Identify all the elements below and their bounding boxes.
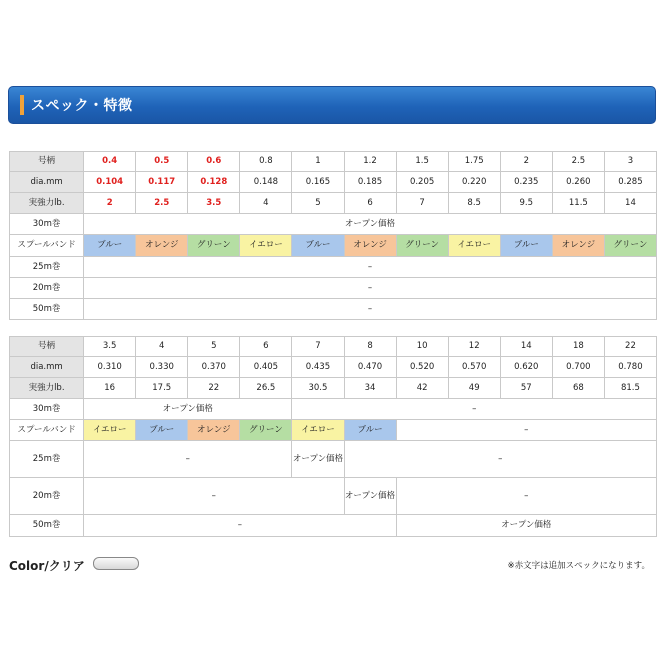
table-row <box>10 420 657 441</box>
price-cell: オープン価格 <box>344 478 396 515</box>
dia-cell: 0.570 <box>448 357 500 378</box>
dia-cell: 0.405 <box>240 357 292 378</box>
row-label: dia.mm <box>10 172 84 193</box>
table-row <box>10 357 657 378</box>
dash-cell: – <box>344 441 657 478</box>
strength-cell: 34 <box>344 378 396 399</box>
section-title: スペック・特徴 <box>31 98 133 114</box>
size-cell: 4 <box>136 337 188 357</box>
strength-cell: 9.5 <box>500 193 552 214</box>
row-label: 30m巻 <box>10 214 84 235</box>
row-label: 20m巻 <box>10 278 84 299</box>
table-row <box>10 337 657 357</box>
size-cell: 8 <box>344 337 396 357</box>
dia-cell: 0.185 <box>344 172 396 193</box>
row-label: 25m巻 <box>10 257 84 278</box>
price-cell: オープン価格 <box>396 515 656 537</box>
strength-cell: 22 <box>188 378 240 399</box>
price-cell: オープン価格 <box>292 441 344 478</box>
header-accent-bar <box>20 95 24 115</box>
band-cell: イエロー <box>292 420 344 441</box>
size-cell: 3.5 <box>84 337 136 357</box>
table-row <box>10 257 657 278</box>
row-label: スプールバンド <box>10 235 84 257</box>
strength-cell: 30.5 <box>292 378 344 399</box>
strength-cell: 26.5 <box>240 378 292 399</box>
dia-cell: 0.128 <box>188 172 240 193</box>
row-label: 30m巻 <box>10 399 84 420</box>
size-cell: 0.8 <box>240 152 292 172</box>
table-row <box>10 152 657 172</box>
size-cell: 22 <box>604 337 656 357</box>
strength-cell: 3.5 <box>188 193 240 214</box>
band-cell: ブルー <box>136 420 188 441</box>
table-row <box>10 478 657 515</box>
dia-cell: 0.117 <box>136 172 188 193</box>
band-cell: グリーン <box>240 420 292 441</box>
table-row <box>10 399 657 420</box>
row-label: 実強力lb. <box>10 193 84 214</box>
dash-cell: – <box>84 478 344 515</box>
color-label: Color/クリア <box>9 559 85 573</box>
band-cell: オレンジ <box>188 420 240 441</box>
table-row <box>10 378 657 399</box>
strength-cell: 2.5 <box>136 193 188 214</box>
band-cell: ブルー <box>500 235 552 257</box>
row-label: 20m巻 <box>10 478 84 515</box>
band-cell: グリーン <box>604 235 656 257</box>
dash-cell: – <box>396 420 656 441</box>
strength-cell: 42 <box>396 378 448 399</box>
dia-cell: 0.470 <box>344 357 396 378</box>
size-cell: 7 <box>292 337 344 357</box>
table-row <box>10 278 657 299</box>
row-label: 号柄 <box>10 152 84 172</box>
size-cell: 5 <box>188 337 240 357</box>
dia-cell: 0.520 <box>396 357 448 378</box>
dia-cell: 0.370 <box>188 357 240 378</box>
strength-cell: 5 <box>292 193 344 214</box>
size-cell: 18 <box>552 337 604 357</box>
strength-cell: 8.5 <box>448 193 500 214</box>
dia-cell: 0.165 <box>292 172 344 193</box>
dia-cell: 0.148 <box>240 172 292 193</box>
table-row <box>10 172 657 193</box>
size-cell: 1 <box>292 152 344 172</box>
size-cell: 6 <box>240 337 292 357</box>
dia-cell: 0.700 <box>552 357 604 378</box>
table-row <box>10 235 657 257</box>
band-cell: ブルー <box>84 235 136 257</box>
strength-cell: 68 <box>552 378 604 399</box>
dia-cell: 0.205 <box>396 172 448 193</box>
band-cell: オレンジ <box>136 235 188 257</box>
row-label: 実強力lb. <box>10 378 84 399</box>
row-label: 号柄 <box>10 337 84 357</box>
price-cell: オープン価格 <box>84 214 657 235</box>
dia-cell: 0.435 <box>292 357 344 378</box>
strength-cell: 2 <box>84 193 136 214</box>
table-row <box>10 214 657 235</box>
dash-cell: – <box>292 399 657 420</box>
band-cell: イエロー <box>84 420 136 441</box>
table-row <box>10 515 657 537</box>
dash-cell: – <box>84 299 657 320</box>
dash-cell: – <box>396 478 656 515</box>
strength-cell: 6 <box>344 193 396 214</box>
dia-cell: 0.285 <box>604 172 656 193</box>
band-cell: グリーン <box>396 235 448 257</box>
row-label: スプールバンド <box>10 420 84 441</box>
spec-table-2 <box>9 336 657 537</box>
section-header <box>8 86 656 124</box>
table-row <box>10 299 657 320</box>
spec-table-1 <box>9 151 657 320</box>
size-cell: 1.2 <box>344 152 396 172</box>
size-cell: 14 <box>500 337 552 357</box>
clear-color-swatch <box>93 557 139 570</box>
size-cell: 1.75 <box>448 152 500 172</box>
dia-cell: 0.620 <box>500 357 552 378</box>
size-cell: 0.5 <box>136 152 188 172</box>
dia-cell: 0.310 <box>84 357 136 378</box>
dia-cell: 0.330 <box>136 357 188 378</box>
dash-cell: – <box>84 515 396 537</box>
dia-cell: 0.104 <box>84 172 136 193</box>
dia-cell: 0.780 <box>604 357 656 378</box>
dia-cell: 0.260 <box>552 172 604 193</box>
size-cell: 2.5 <box>552 152 604 172</box>
row-label: 50m巻 <box>10 299 84 320</box>
row-label: 50m巻 <box>10 515 84 537</box>
dash-cell: – <box>84 441 292 478</box>
size-cell: 0.6 <box>188 152 240 172</box>
strength-cell: 11.5 <box>552 193 604 214</box>
table-row <box>10 193 657 214</box>
band-cell: グリーン <box>188 235 240 257</box>
band-cell: オレンジ <box>552 235 604 257</box>
band-cell: ブルー <box>344 420 396 441</box>
size-cell: 3 <box>604 152 656 172</box>
dia-cell: 0.235 <box>500 172 552 193</box>
strength-cell: 7 <box>396 193 448 214</box>
table-row <box>10 441 657 478</box>
size-cell: 10 <box>396 337 448 357</box>
size-cell: 0.4 <box>84 152 136 172</box>
band-cell: イエロー <box>240 235 292 257</box>
band-cell: オレンジ <box>344 235 396 257</box>
size-cell: 2 <box>500 152 552 172</box>
size-cell: 1.5 <box>396 152 448 172</box>
row-label: dia.mm <box>10 357 84 378</box>
footnote: ※赤文字は追加スペックになります。 <box>507 561 650 571</box>
price-cell: オープン価格 <box>84 399 292 420</box>
strength-cell: 14 <box>604 193 656 214</box>
row-label: 25m巻 <box>10 441 84 478</box>
strength-cell: 17.5 <box>136 378 188 399</box>
dash-cell: – <box>84 278 657 299</box>
strength-cell: 81.5 <box>604 378 656 399</box>
size-cell: 12 <box>448 337 500 357</box>
dash-cell: – <box>84 257 657 278</box>
strength-cell: 49 <box>448 378 500 399</box>
strength-cell: 16 <box>84 378 136 399</box>
band-cell: イエロー <box>448 235 500 257</box>
strength-cell: 4 <box>240 193 292 214</box>
strength-cell: 57 <box>500 378 552 399</box>
dia-cell: 0.220 <box>448 172 500 193</box>
band-cell: ブルー <box>292 235 344 257</box>
